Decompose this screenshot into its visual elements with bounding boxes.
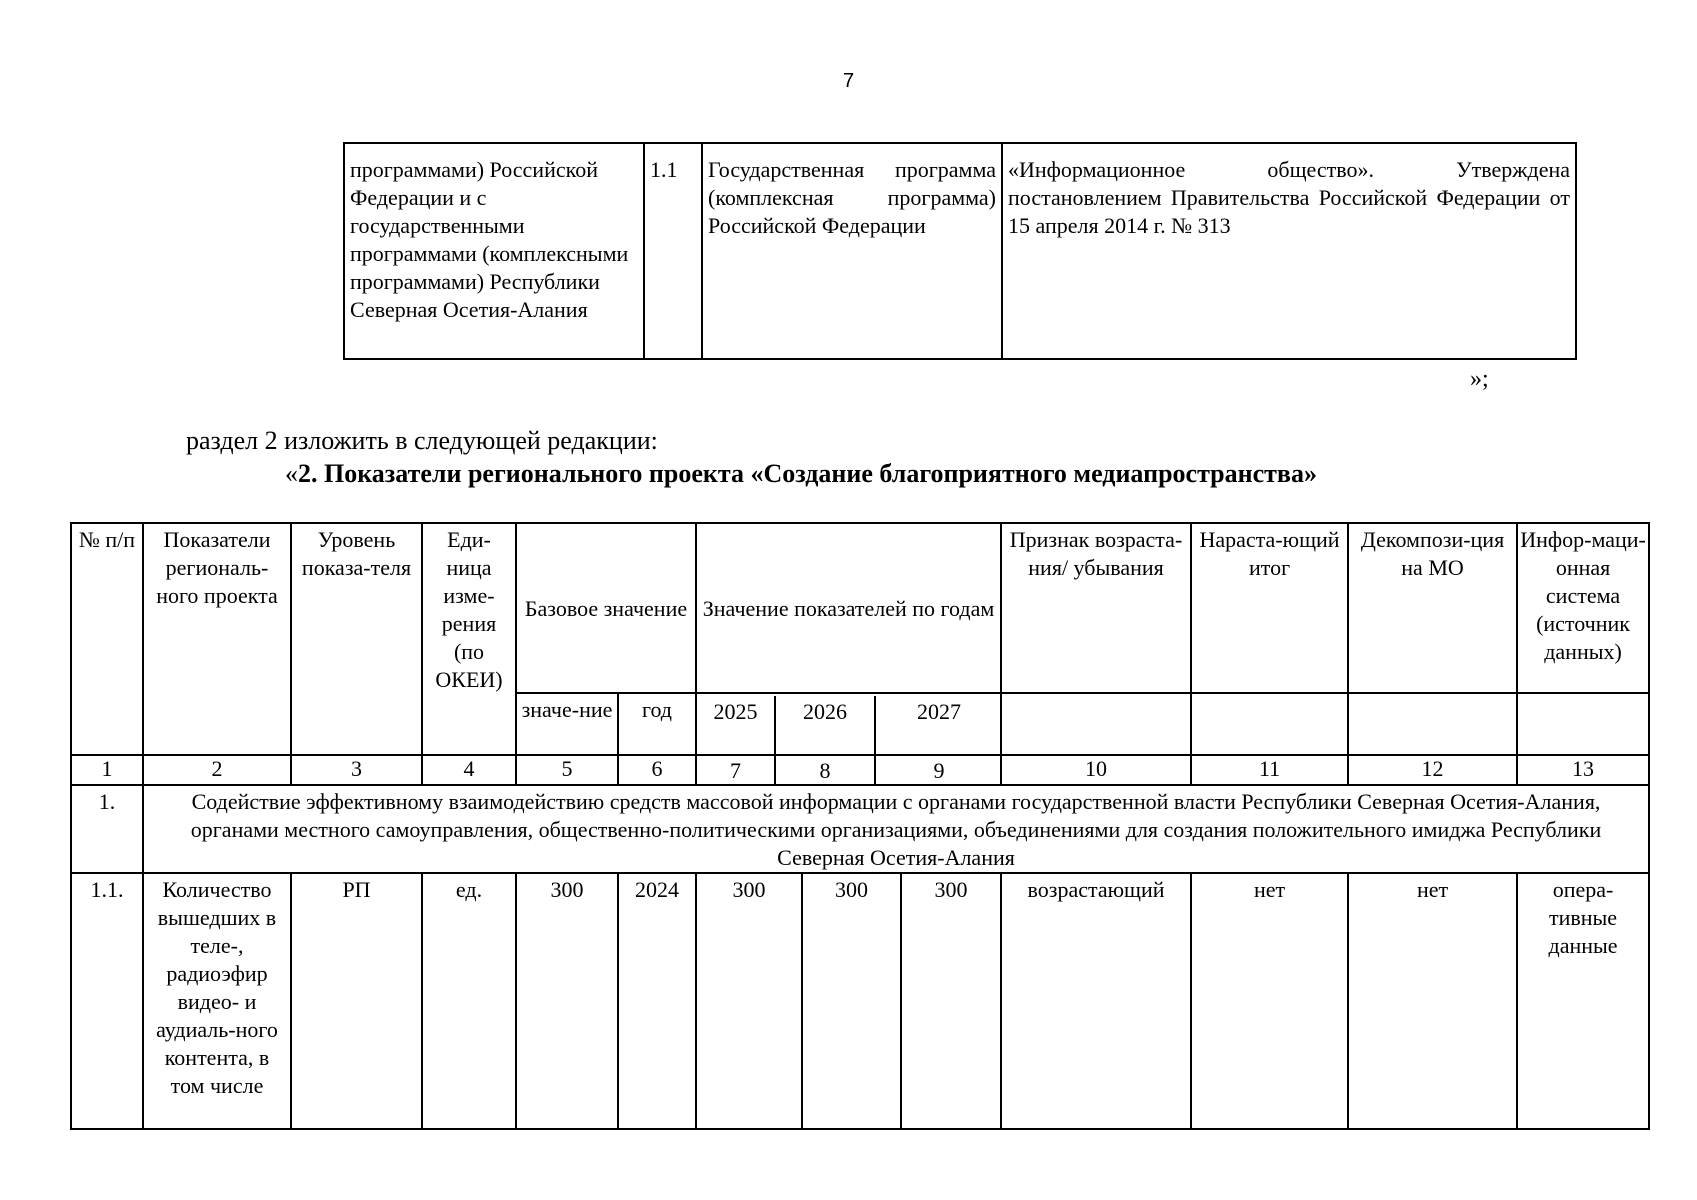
section-title [285,459,1317,489]
program-continuation-table [343,142,1577,360]
column-number: 11 [1191,755,1348,785]
header-indicator: Показатели региональ-ного проекта [143,523,291,755]
column-number: 9 [875,756,1002,784]
subheader-base-year: год [618,693,696,755]
row-base-year: 2024 [618,873,696,1129]
row-level: РП [291,873,422,1129]
row-indicator: Количество вышедших в теле-, радиоэфир видео- и аудиаль-ного контента, в том числе [143,873,291,1129]
header-cumulative: Нараста-ющий итог [1191,523,1348,693]
column-number: 5 [516,755,618,785]
subheader-years [696,693,1001,755]
column-number: 13 [1517,755,1649,785]
row-value-2027: 300 [901,873,1001,1129]
header-num: № п/п [71,523,143,755]
table-cell: «Информационное общество». Утверждена постановлением Правительства Российской Федерации от 15 апреля 2014 г. № 313 [1002,143,1576,359]
subheader-empty [1348,693,1517,755]
instruction-text: раздел 2 изложить в следующей редакции: [186,426,658,455]
header-level: Уровень показа-теля [291,523,422,755]
column-number: 1 [71,755,143,785]
row-num: 1.1. [71,873,143,1129]
row-unit: ед. [422,873,516,1129]
table-header-row [71,523,1649,693]
row-value-2025: 300 [696,873,802,1129]
column-number: 3 [291,755,422,785]
column-numbers-years [696,755,1001,785]
column-number: 12 [1348,755,1517,785]
row-cumulative: нет [1191,873,1348,1129]
header-base-value: Базовое значение [516,523,696,693]
header-decomposition: Декомпози-ция на МО [1348,523,1517,693]
subheader-base-value: значе-ние [516,693,618,755]
subheader-year-2025: 2025 [713,699,758,724]
section-title-text: 2. Показатели регионального проекта «Создание благоприятного медиапространства» [298,459,1317,488]
subheader-year-2026: 2026 [775,696,875,754]
table-row [344,143,1576,359]
table-row [71,873,1649,1129]
row-decomposition: нет [1348,873,1517,1129]
section-row [71,785,1649,873]
row-value-2026: 300 [802,873,901,1129]
column-number: 7 [730,758,741,783]
column-number: 8 [775,756,875,784]
column-number: 4 [422,755,516,785]
page-number: 7 [842,70,855,92]
column-number: 2 [143,755,291,785]
subheader-empty [1191,693,1348,755]
section-num: 1. [71,785,143,873]
table-cell: 1.1 [644,143,702,359]
header-info-system: Инфор-маци-онная система (источник данных) [1517,523,1649,693]
subheader-empty [1001,693,1191,755]
subheader-empty [1517,693,1649,755]
header-values-by-year: Значение показателей по годам [696,523,1001,693]
row-info-system: опера-тивные данные [1517,873,1649,1129]
indicators-table [70,522,1650,1130]
column-numbers-row [71,755,1649,785]
row-trend: возрастающий [1001,873,1191,1129]
header-unit: Еди-ница изме-рения (по ОКЕИ) [422,523,516,755]
row-base-value: 300 [516,873,618,1129]
column-number: 10 [1001,755,1191,785]
subheader-year-2027: 2027 [875,696,1002,754]
table-cell: программами) Российской Федерации и с государственными программами (комплексными программами) Республики Северная Осетия-Алания [344,143,644,359]
table-cell: Государственная программа (комплексная программа) Российской Федерации [702,143,1002,359]
header-trend: Признак возраста-ния/ убывания [1001,523,1191,693]
closing-quote: »; [1470,366,1489,392]
section-title-open-quote: « [285,459,298,488]
column-number: 6 [618,755,696,785]
section-text: Содействие эффективному взаимодействию средств массовой информации с органами государственной власти Республики Северная Осетия-Алания, органами местного самоуправления, общественно-политическими организациями, объединениями для создания положительного имиджа Республики Северная Осетия-Алания [143,785,1649,873]
